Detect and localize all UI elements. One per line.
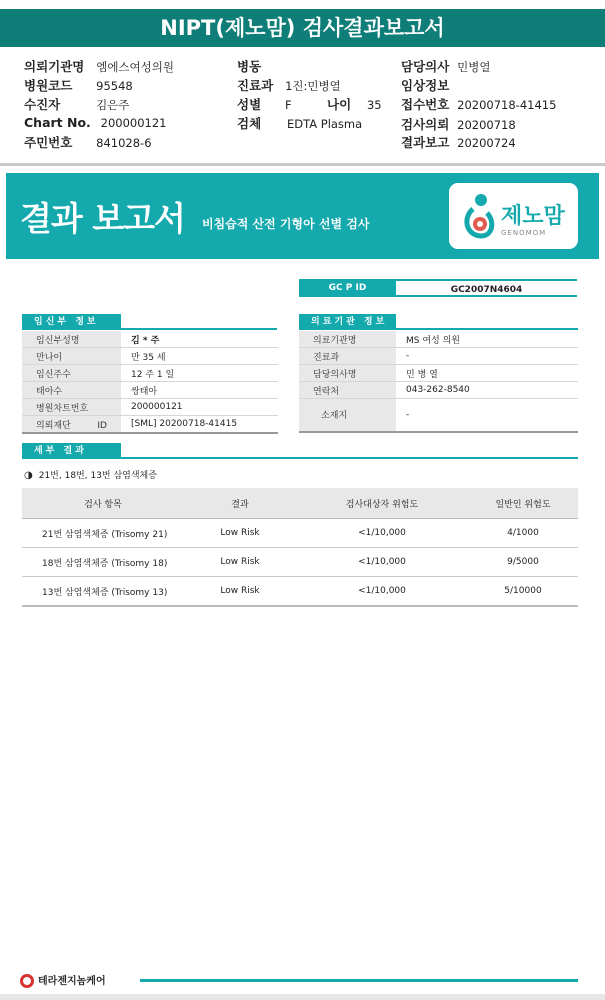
field-label: 주민번호 — [24, 135, 73, 150]
footer-bar — [0, 994, 605, 1000]
info-label: 의뢰재단 ID — [22, 416, 121, 434]
field-label: 검체 — [237, 116, 262, 131]
footer-divider — [140, 979, 578, 982]
column-header: 결과 — [184, 488, 296, 519]
test-item: 13번 삼염색체증 (Trisomy 13) — [22, 577, 184, 607]
general-risk: 5/10000 — [468, 577, 578, 607]
table-row — [22, 416, 278, 434]
info-label: 만나이 — [22, 348, 121, 365]
field-label: 진료과 — [237, 78, 274, 93]
field-label: Chart No. — [24, 115, 91, 130]
general-risk: 9/5000 — [468, 548, 578, 577]
trisomy-section-title — [24, 468, 157, 481]
tab-underline — [396, 328, 578, 330]
test-item: 21번 삼염색체증 (Trisomy 21) — [22, 519, 184, 548]
field-value: EDTA Plasma — [286, 117, 363, 131]
header-field-sex — [237, 95, 292, 113]
test-result: Low Risk — [184, 519, 296, 548]
header-field-specimen — [237, 114, 362, 132]
genomom-logo — [449, 183, 578, 249]
gcp-id-value: GC2007N4604 — [396, 279, 577, 297]
header-field-receipt-no — [401, 95, 556, 113]
table-header-row — [22, 488, 578, 519]
tab-detail-results: 세부 결과 — [22, 443, 121, 459]
info-label: 태아수 — [22, 382, 121, 399]
info-value: 만 35 세 — [121, 348, 278, 365]
field-label: 결과보고 — [401, 135, 450, 150]
header-field-report-date — [401, 133, 516, 151]
header-field-chart-no — [24, 115, 166, 130]
header-field-resident-no — [24, 133, 152, 151]
field-value: 1진:민병열 — [285, 79, 341, 93]
field-value: 95548 — [96, 79, 133, 93]
general-risk: 4/1000 — [468, 519, 578, 548]
field-label: 나이 — [327, 97, 352, 112]
table-row — [22, 548, 578, 577]
info-value: 쌍태아 — [121, 382, 278, 399]
info-value: [SML] 20200718-41415 — [121, 416, 278, 434]
field-value: 20200724 — [457, 136, 516, 150]
report-title: NIPT(제노맘) 검사결과보고서 — [0, 9, 605, 47]
field-label: 임상정보 — [401, 78, 450, 93]
logo-wordmark: 제노맘 — [501, 204, 565, 229]
table-row — [299, 365, 578, 382]
table-row — [22, 365, 278, 382]
header-field-patient — [24, 95, 129, 113]
table-row — [299, 399, 578, 432]
test-item: 18번 삼염색체증 (Trisomy 18) — [22, 548, 184, 577]
table-row — [22, 399, 278, 416]
field-label: 수진자 — [24, 97, 61, 112]
company-logo-icon — [20, 974, 34, 988]
tab-hospital-info: 의료기관 정보 — [299, 314, 396, 330]
info-value: 043-262-8540 — [396, 382, 578, 399]
field-value: F — [284, 98, 292, 112]
table-row — [22, 331, 278, 348]
table-row — [22, 348, 278, 365]
banner-title: 결과 보고서 — [20, 199, 185, 238]
column-header: 일반인 위험도 — [468, 488, 578, 519]
table-row — [22, 382, 278, 399]
tab-patient-info: 임신부 정보 — [22, 314, 121, 330]
field-label: 성별 — [237, 97, 262, 112]
info-label: 담당의사명 — [299, 365, 396, 382]
field-value: 김은주 — [96, 98, 130, 112]
field-label: 담당의사 — [401, 59, 450, 74]
field-label: 접수번호 — [401, 97, 450, 112]
results-table — [22, 488, 578, 607]
header-field-doctor — [401, 57, 490, 75]
report-banner — [6, 173, 599, 259]
field-value: 841028-6 — [96, 136, 152, 150]
info-value: - — [396, 399, 578, 432]
table-row — [22, 519, 578, 548]
field-value: 35 — [366, 98, 382, 112]
info-label: 병원차트번호 — [22, 399, 121, 416]
field-value: 민병열 — [457, 60, 491, 74]
header-field-ward — [237, 57, 261, 75]
table-row — [299, 382, 578, 399]
header-divider — [0, 163, 605, 166]
info-value: MS 여성 의원 — [396, 331, 578, 348]
banner-subtitle: 비침습적 산전 기형아 선별 검사 — [202, 217, 370, 231]
half-circle-icon: ◑ — [24, 470, 33, 481]
info-value: 12 주 1 일 — [121, 365, 278, 382]
info-label: 임신부성명 — [22, 331, 121, 348]
info-label: 연락처 — [299, 382, 396, 399]
field-label: 병원코드 — [24, 78, 73, 93]
gcp-id-label: GC P ID — [299, 279, 396, 297]
patient-info-table — [22, 331, 278, 434]
field-value: 20200718 — [457, 118, 516, 132]
info-value: 민 병 열 — [396, 365, 578, 382]
info-label: 의료기관명 — [299, 331, 396, 348]
header-field-request-date — [401, 115, 516, 133]
hospital-info-table — [299, 331, 578, 433]
column-header: 검사대상자 위험도 — [296, 488, 468, 519]
table-row — [299, 348, 578, 365]
tab-underline — [121, 457, 578, 459]
header-field-requester — [24, 57, 174, 75]
header-field-age — [327, 95, 382, 113]
table-row — [299, 331, 578, 348]
field-label: 병동 — [237, 59, 262, 74]
subject-risk: <1/10,000 — [296, 519, 468, 548]
section-title-text: 21번, 18번, 13번 삼염색체증 — [38, 471, 157, 481]
field-label: 검사의뢰 — [401, 117, 450, 132]
field-value: 20200718-41415 — [457, 98, 557, 112]
test-result: Low Risk — [184, 577, 296, 607]
field-value: 200000121 — [100, 116, 167, 130]
table-row — [22, 577, 578, 607]
genomom-logo-icon — [459, 191, 499, 241]
header-field-department — [237, 76, 341, 94]
header-field-clinical-info — [401, 76, 449, 94]
field-value: 엠에스여성의원 — [96, 60, 174, 74]
subject-risk: <1/10,000 — [296, 548, 468, 577]
header-field-hospital-code — [24, 76, 133, 94]
info-value: 김 * 주 — [121, 331, 278, 348]
info-label: 임신주수 — [22, 365, 121, 382]
info-value: 200000121 — [121, 399, 278, 416]
logo-sub: GENOMOM — [501, 229, 547, 237]
column-header: 검사 항목 — [22, 488, 184, 519]
info-value: - — [396, 348, 578, 365]
info-label: 진료과 — [299, 348, 396, 365]
field-label: 의뢰기관명 — [24, 59, 85, 74]
test-result: Low Risk — [184, 548, 296, 577]
subject-risk: <1/10,000 — [296, 577, 468, 607]
info-label: 소재지 — [299, 399, 396, 432]
company-name: 테라젠지놈케어 — [38, 976, 106, 987]
tab-underline — [121, 328, 277, 330]
company-logo — [20, 972, 106, 988]
